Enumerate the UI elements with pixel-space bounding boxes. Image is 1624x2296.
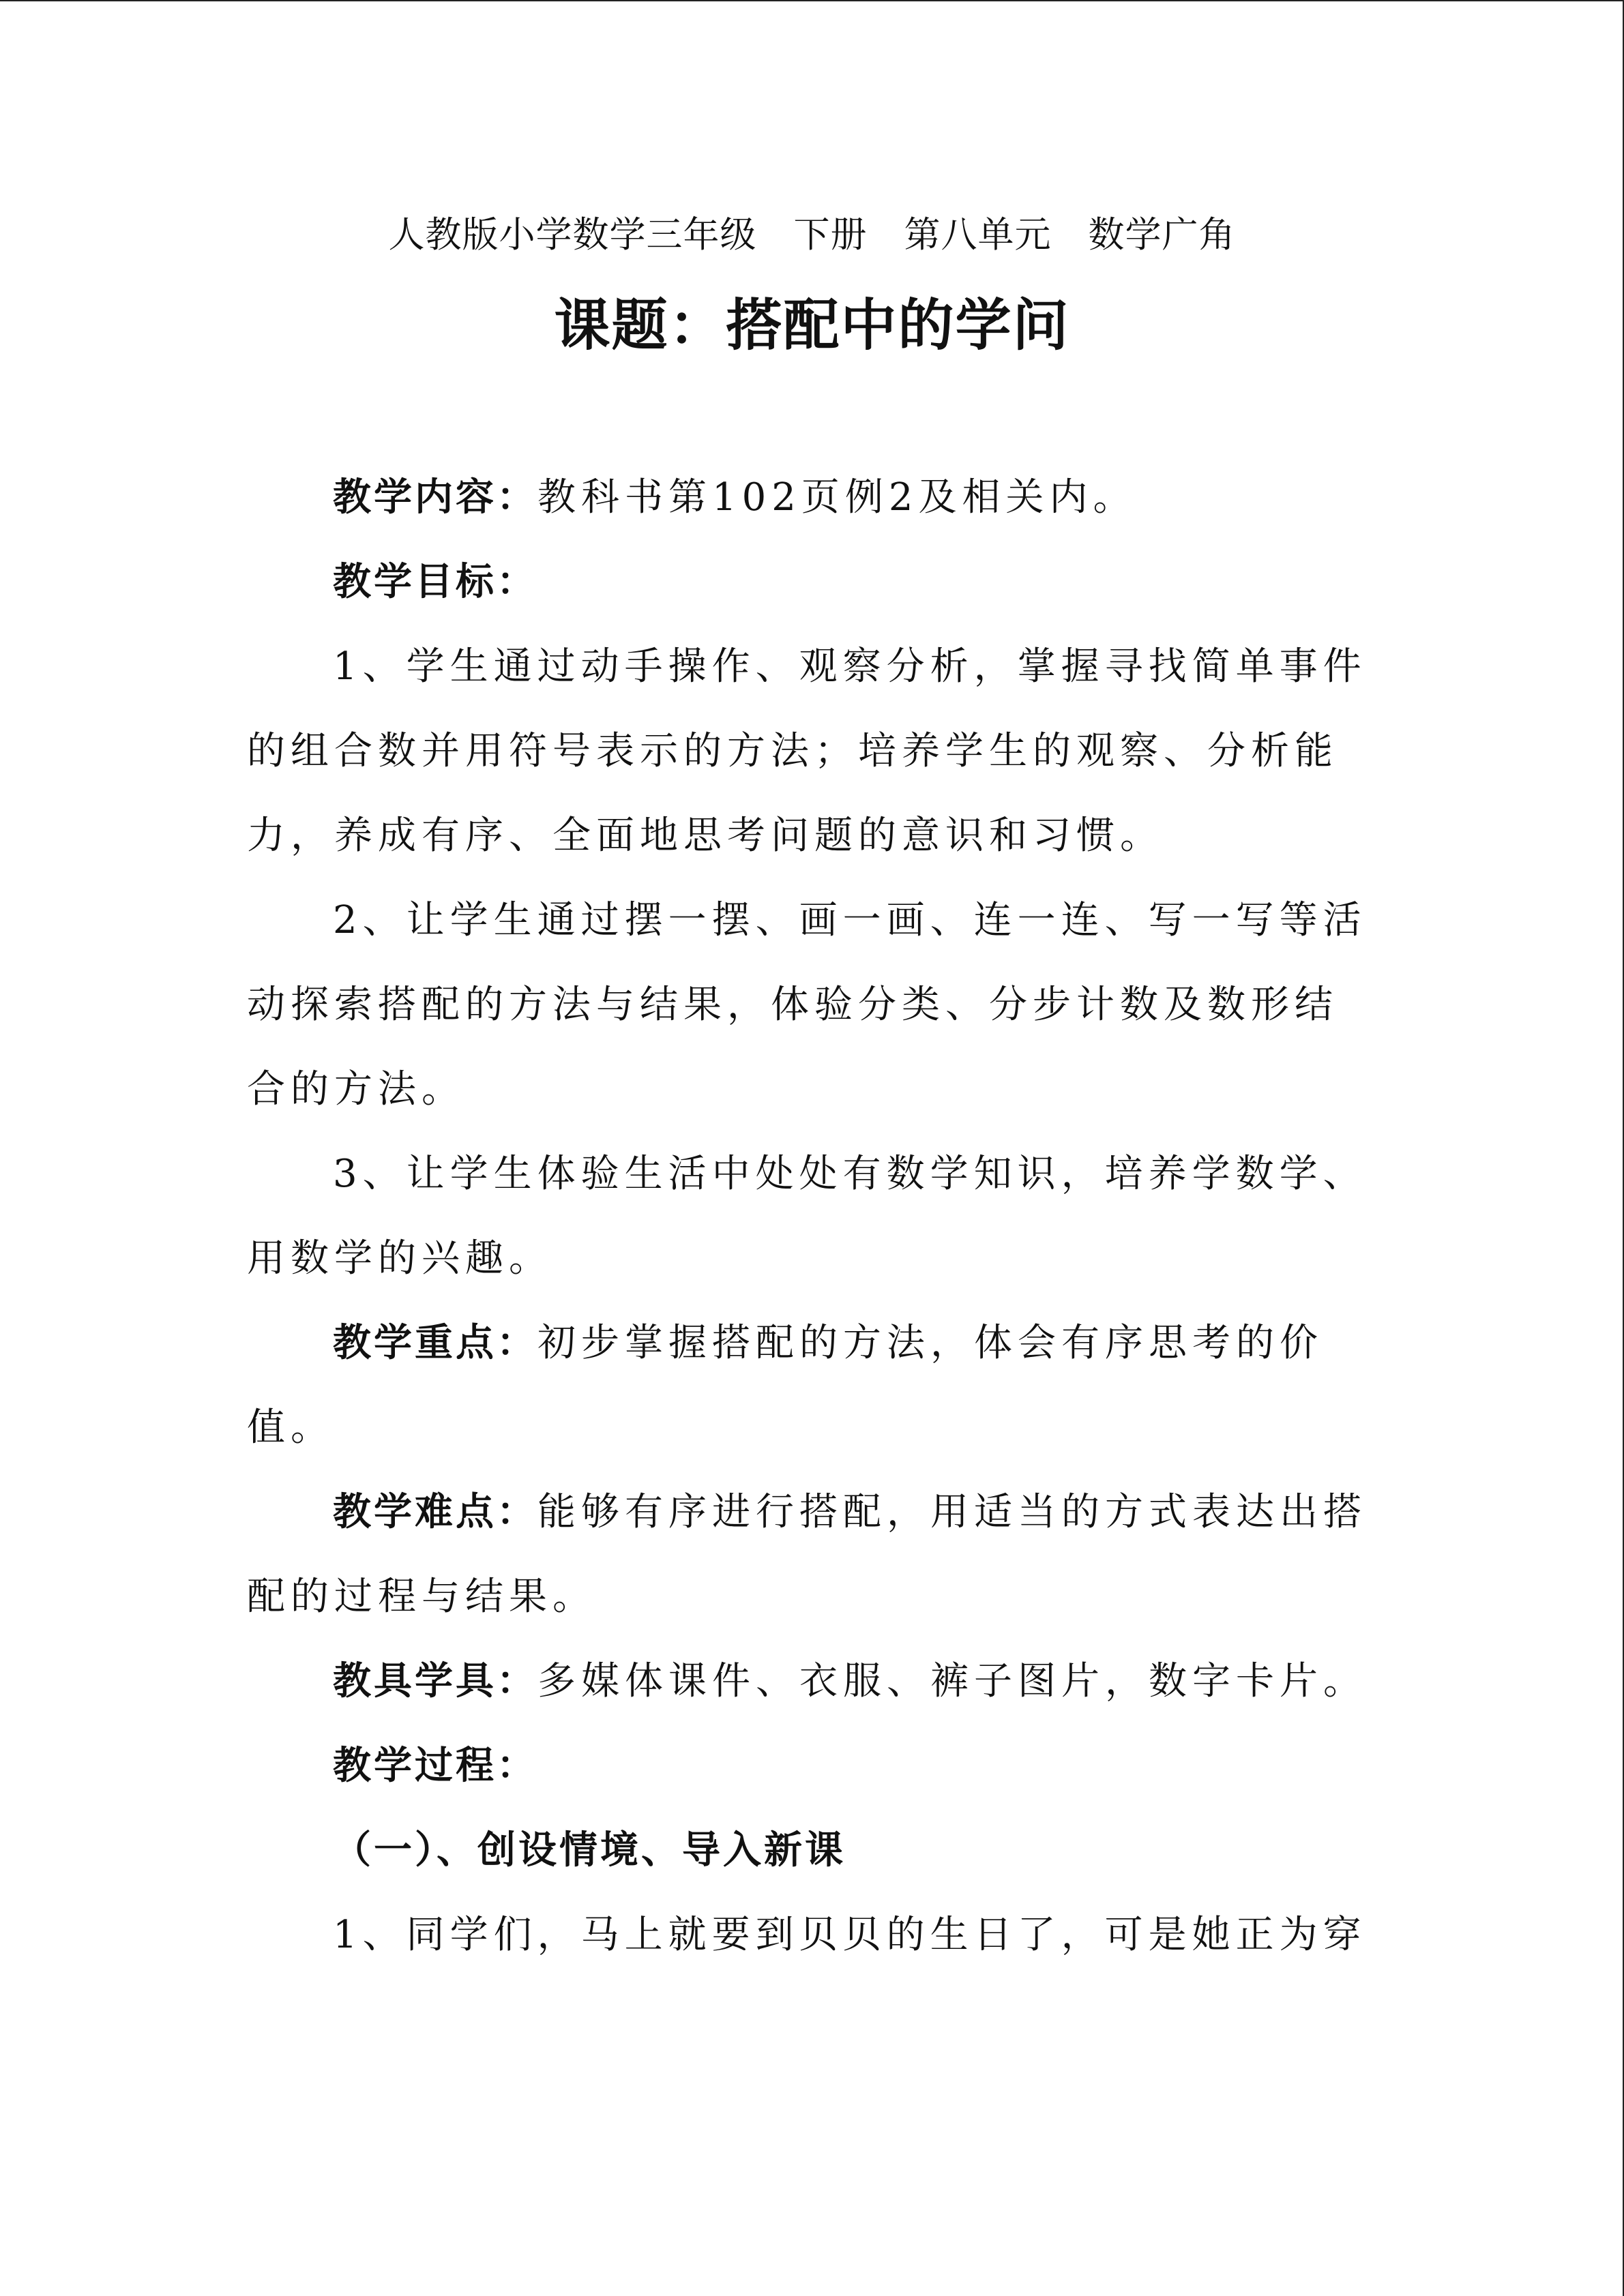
materials-paragraph	[247, 1639, 1379, 1724]
document-body	[247, 456, 1379, 1978]
document-title: 课题：搭配中的学问	[554, 293, 1070, 358]
goal-item-1: 1、学生通过动手操作、观察分析，掌握寻找简单事件的组合数并用符号表示的方法；培养学生的观察、分析能力，养成有序、全面地思考问题的意识和习惯。	[247, 644, 1367, 858]
goal-item-2: 2、让学生通过摆一摆、画一画、连一连、写一写等活动探索搭配的方法与结果，体验分类、分步计数及数形结合的方法。	[247, 898, 1367, 1112]
key-point-text: 初步掌握搭配的方法，体会有序思考的价值。	[247, 1321, 1323, 1450]
document-subtitle: 人教版小学数学三年级 下册 第八单元 数学广角	[388, 214, 1236, 256]
difficulty-text: 能够有序进行搭配，用适当的方式表达出搭配的过程与结果。	[247, 1490, 1367, 1619]
key-point-paragraph	[247, 1301, 1379, 1470]
goal-item-3: 3、让学生体验生活中处处有数学知识，培养学数学、用数学的兴趣。	[247, 1152, 1367, 1281]
difficulty-label: 教学难点：	[333, 1490, 537, 1534]
teaching-content-text: 教科书第102页例2及相关内。	[537, 475, 1137, 520]
process-paragraph	[247, 1724, 1379, 1808]
teaching-content-paragraph	[247, 456, 1379, 540]
teaching-content-label: 教学内容：	[333, 475, 537, 520]
difficulty-paragraph	[247, 1470, 1379, 1639]
section1-item-1: 1、同学们，马上就要到贝贝的生日了，可是她正为穿	[333, 1913, 1367, 1957]
process-label: 教学过程：	[333, 1744, 537, 1788]
section-heading-1: （一）、创设情境、导入新课	[333, 1828, 846, 1873]
materials-label: 教具学具：	[333, 1659, 537, 1703]
materials-text: 多媒体课件、衣服、裤子图片，数字卡片。	[537, 1659, 1367, 1703]
key-point-label: 教学重点：	[333, 1321, 537, 1365]
teaching-goals-label: 教学目标：	[333, 560, 537, 604]
teaching-goals-paragraph	[247, 540, 1379, 625]
